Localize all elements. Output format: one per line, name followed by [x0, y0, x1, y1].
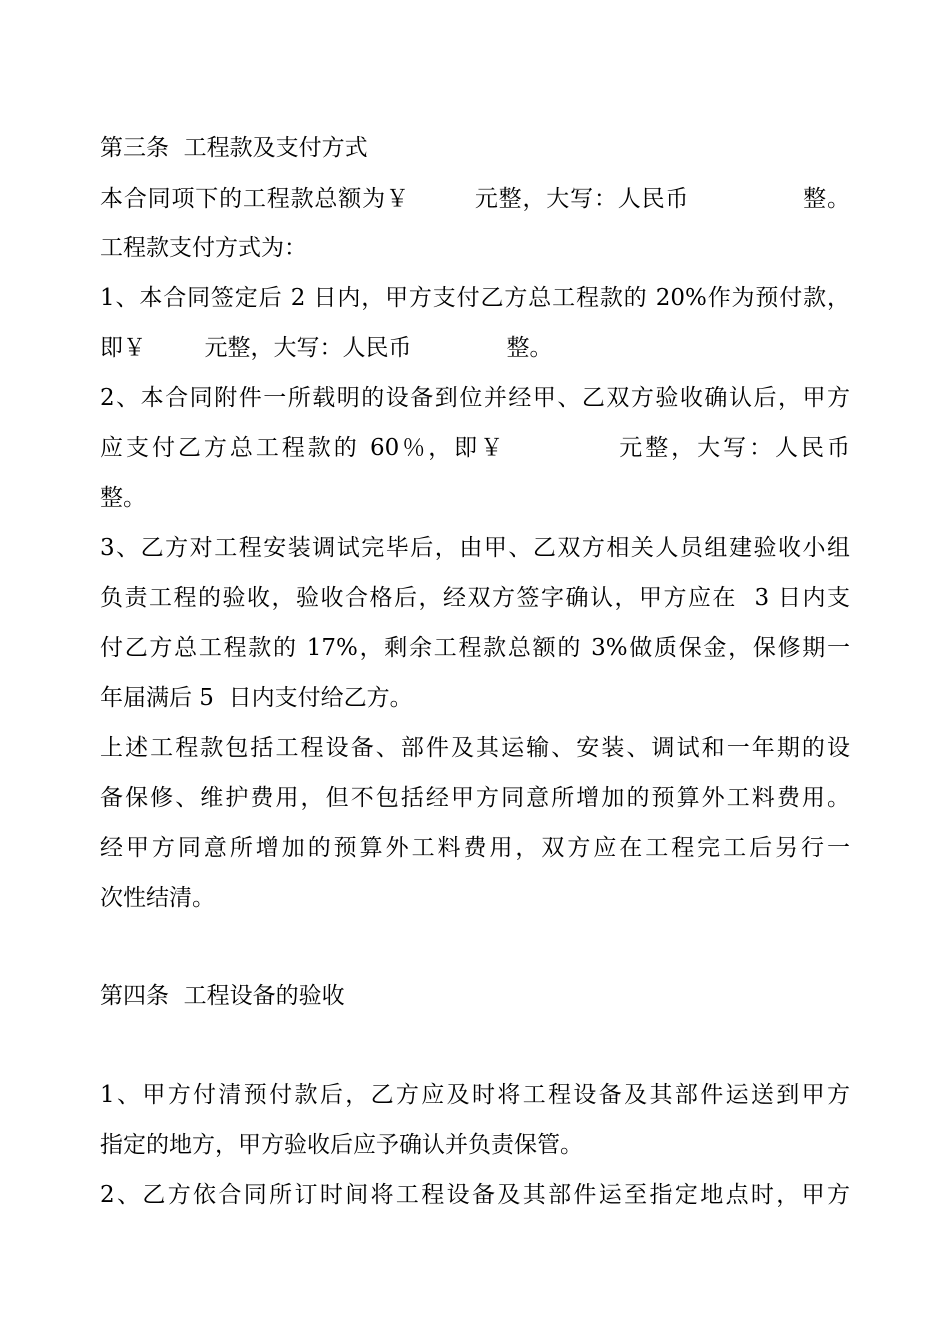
section-3-heading: 第三条 工程款及支付方式: [100, 135, 368, 161]
paragraph-line: 3、乙方对工程安装调试完毕后，由甲、乙双方相关人员组建验收小组: [100, 535, 850, 561]
paragraph-line: 工程款支付方式为：: [100, 235, 307, 261]
paragraph-line: 年届满后 5 日内支付给乙方。: [100, 685, 413, 711]
paragraph-line: 次性结清。: [100, 885, 215, 911]
paragraph-line: 应支付乙方总工程款的 60％，即￥ 元整，大写：人民币: [100, 435, 850, 461]
paragraph-line: 2、本合同附件一所载明的设备到位并经甲、乙双方验收确认后，甲方: [100, 385, 850, 411]
paragraph-line: 备保修、维护费用，但不包括经甲方同意所增加的预算外工料费用。: [100, 785, 850, 811]
paragraph-line: 1、本合同签定后 2 日内，甲方支付乙方总工程款的 20%作为预付款，: [100, 285, 850, 311]
paragraph-line: 经甲方同意所增加的预算外工料费用，双方应在工程完工后另行一: [100, 835, 850, 861]
paragraph-line: 即￥ 元整，大写：人民币 整。: [100, 335, 553, 361]
paragraph-line: 上述工程款包括工程设备、部件及其运输、安装、调试和一年期的设: [100, 735, 850, 761]
paragraph-line: 指定的地方，甲方验收后应予确认并负责保管。: [100, 1132, 583, 1158]
section-4-heading: 第四条 工程设备的验收: [100, 983, 345, 1009]
paragraph-line: 整。: [100, 485, 146, 511]
paragraph-line: 负责工程的验收，验收合格后，经双方签字确认，甲方应在 3 日内支: [100, 585, 850, 611]
paragraph-line: 1、甲方付清预付款后，乙方应及时将工程设备及其部件运送到甲方: [100, 1082, 850, 1108]
paragraph-line: 付乙方总工程款的 17%，剩余工程款总额的 3%做质保金，保修期一: [100, 635, 850, 661]
paragraph-line: 2、乙方依合同所订时间将工程设备及其部件运至指定地点时，甲方: [100, 1182, 850, 1208]
paragraph-line: 本合同项下的工程款总额为￥ 元整，大写：人民币 整。: [100, 186, 850, 212]
